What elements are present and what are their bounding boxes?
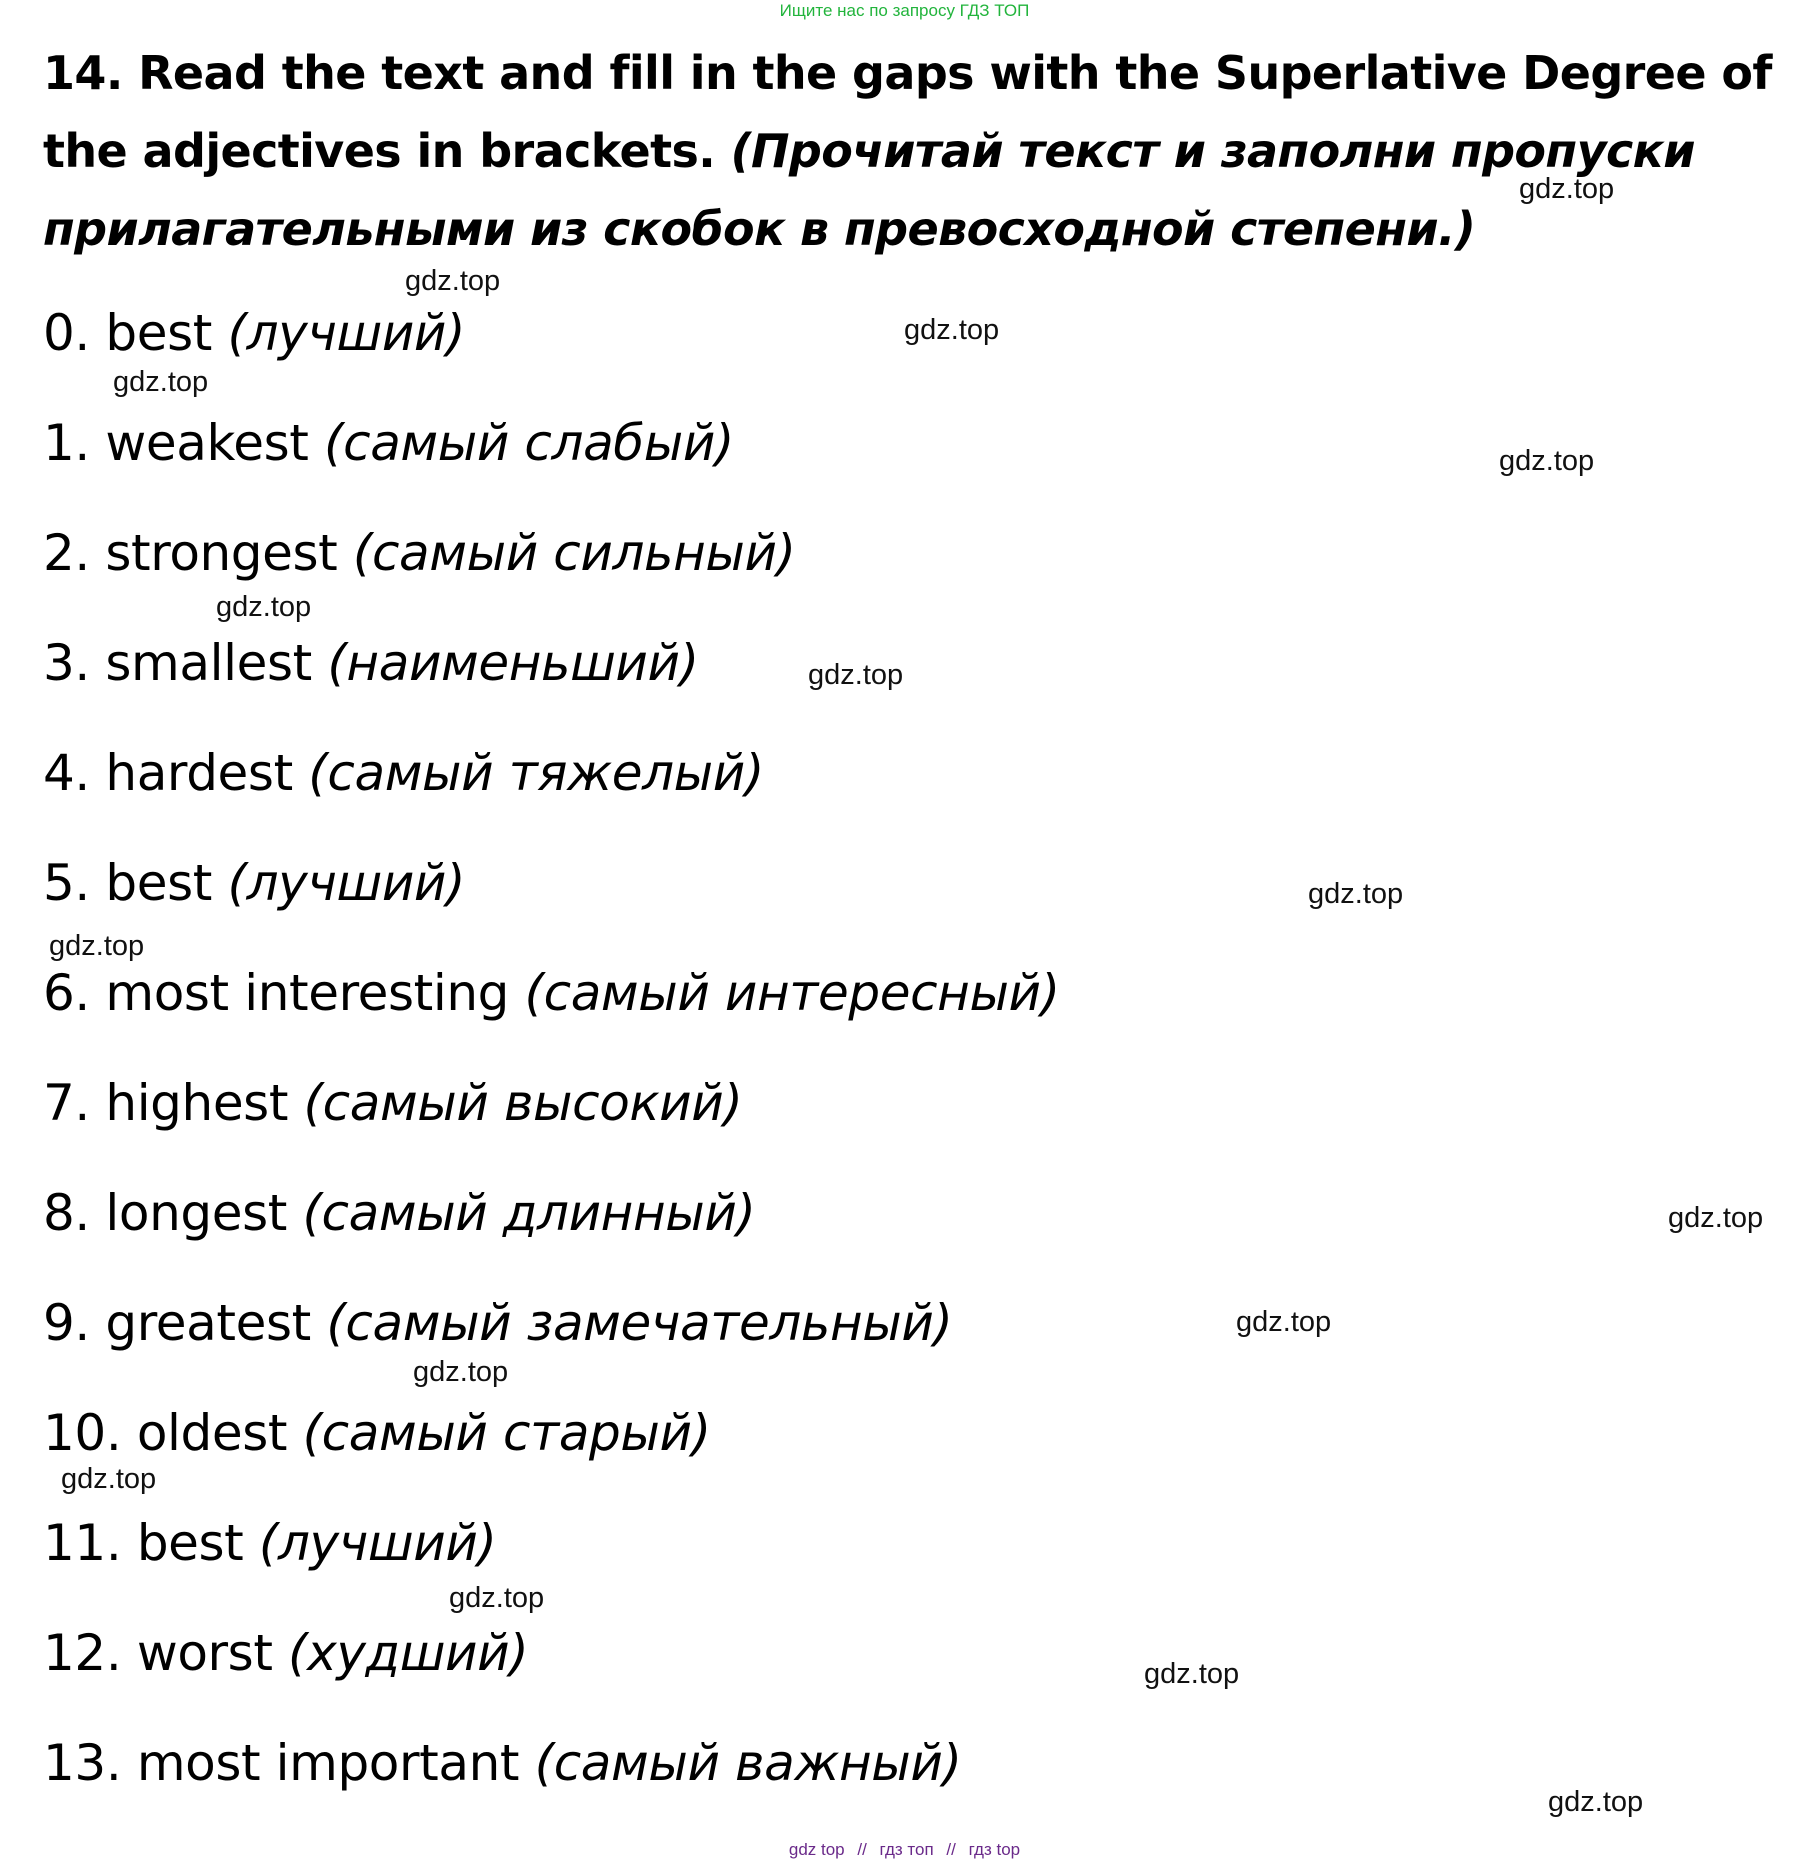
task-heading <box>43 34 1783 268</box>
answer-translation: (худший) <box>288 1624 529 1682</box>
watermark: gdz.top <box>405 265 501 297</box>
answer-item-6 <box>43 960 1060 1070</box>
footer-link-gdz-top-mixed[interactable]: гдз top <box>968 1840 1021 1859</box>
answer-word: highest <box>105 1074 289 1132</box>
answer-number: 4. <box>43 744 90 802</box>
answer-translation: (лучший) <box>227 854 466 912</box>
watermark: gdz.top <box>808 659 904 691</box>
answer-number: 11. <box>43 1514 122 1572</box>
answer-item-7 <box>43 1070 1060 1180</box>
watermark: gdz.top <box>1308 878 1404 910</box>
answer-word: smallest <box>105 634 312 692</box>
answer-translation: (наименьший) <box>327 634 699 692</box>
answer-word: oldest <box>136 1404 288 1462</box>
answer-word: hardest <box>105 744 293 802</box>
watermark: gdz.top <box>1519 173 1615 205</box>
answer-number: 7. <box>43 1074 90 1132</box>
answer-item-8 <box>43 1180 1060 1290</box>
watermark: gdz.top <box>49 930 145 962</box>
answer-number: 10. <box>43 1404 122 1462</box>
answer-word: weakest <box>105 414 309 472</box>
answer-translation: (лучший) <box>258 1514 497 1572</box>
watermark: gdz.top <box>1548 1786 1644 1818</box>
watermark: gdz.top <box>1499 445 1595 477</box>
answer-number: 9. <box>43 1294 90 1352</box>
answer-item-10 <box>43 1400 1060 1510</box>
watermark: gdz.top <box>1668 1202 1764 1234</box>
answer-word: best <box>136 1514 244 1572</box>
answer-word: longest <box>105 1184 287 1242</box>
watermark: gdz.top <box>1144 1658 1240 1690</box>
answer-item-11 <box>43 1510 1060 1620</box>
answer-translation: (самый сильный) <box>352 524 796 582</box>
footer-link-gdz-top[interactable]: gdz top <box>788 1840 845 1859</box>
answer-number: 1. <box>43 414 90 472</box>
answer-translation: (самый длинный) <box>302 1184 756 1242</box>
answer-number: 0. <box>43 304 90 362</box>
answer-translation: (самый тяжелый) <box>308 744 764 802</box>
answer-item-9 <box>43 1290 1060 1400</box>
answer-item-4 <box>43 740 1060 850</box>
answer-item-1 <box>43 410 1060 520</box>
answer-word: best <box>105 304 212 362</box>
answer-word: strongest <box>105 524 338 582</box>
answer-item-13 <box>43 1730 1060 1840</box>
answer-word: worst <box>136 1624 273 1682</box>
top-banner-text: Ищите нас по запросу ГДЗ ТОП <box>779 1 1030 20</box>
answer-number: 2. <box>43 524 90 582</box>
answer-item-12 <box>43 1620 1060 1730</box>
watermark: gdz.top <box>61 1463 157 1495</box>
footer-separator: // <box>857 1840 867 1859</box>
answer-number: 8. <box>43 1184 90 1242</box>
answer-translation: (самый старый) <box>302 1404 711 1462</box>
answer-number: 13. <box>43 1734 122 1792</box>
footer-links <box>0 1839 1809 1861</box>
answer-word: best <box>105 854 212 912</box>
answer-number: 6. <box>43 964 90 1022</box>
answer-list <box>43 300 1060 1840</box>
answer-translation: (самый интересный) <box>524 964 1060 1022</box>
footer-link-gdz-top-ru[interactable]: гдз топ <box>879 1840 934 1859</box>
answer-translation: (лучший) <box>227 304 466 362</box>
answer-item-5 <box>43 850 1060 960</box>
answer-translation: (самый слабый) <box>324 414 735 472</box>
watermark: gdz.top <box>113 366 209 398</box>
answer-translation: (самый высокий) <box>303 1074 743 1132</box>
answer-item-2 <box>43 520 1060 630</box>
watermark: gdz.top <box>1236 1306 1332 1338</box>
task-title-ru: (Прочитай текст и заполни пропуски прилагательными из скобок в превосходной степени.) <box>43 124 1695 256</box>
answer-translation: (самый важный) <box>534 1734 962 1792</box>
watermark: gdz.top <box>449 1582 545 1614</box>
watermark: gdz.top <box>904 314 1000 346</box>
watermark: gdz.top <box>216 591 312 623</box>
answer-number: 5. <box>43 854 90 912</box>
answer-item-3 <box>43 630 1060 740</box>
task-title-en: 14. Read the text and fill in the gaps with the Superlative Degree of the adjectives in brackets. <box>43 46 1772 178</box>
footer-separator: // <box>946 1840 956 1859</box>
answer-word: most interesting <box>105 964 509 1022</box>
top-banner <box>0 0 1809 22</box>
answer-number: 3. <box>43 634 90 692</box>
answer-word: greatest <box>105 1294 311 1352</box>
answer-translation: (самый замечательный) <box>326 1294 953 1352</box>
answer-word: most important <box>136 1734 520 1792</box>
answer-number: 12. <box>43 1624 122 1682</box>
watermark: gdz.top <box>413 1356 509 1388</box>
